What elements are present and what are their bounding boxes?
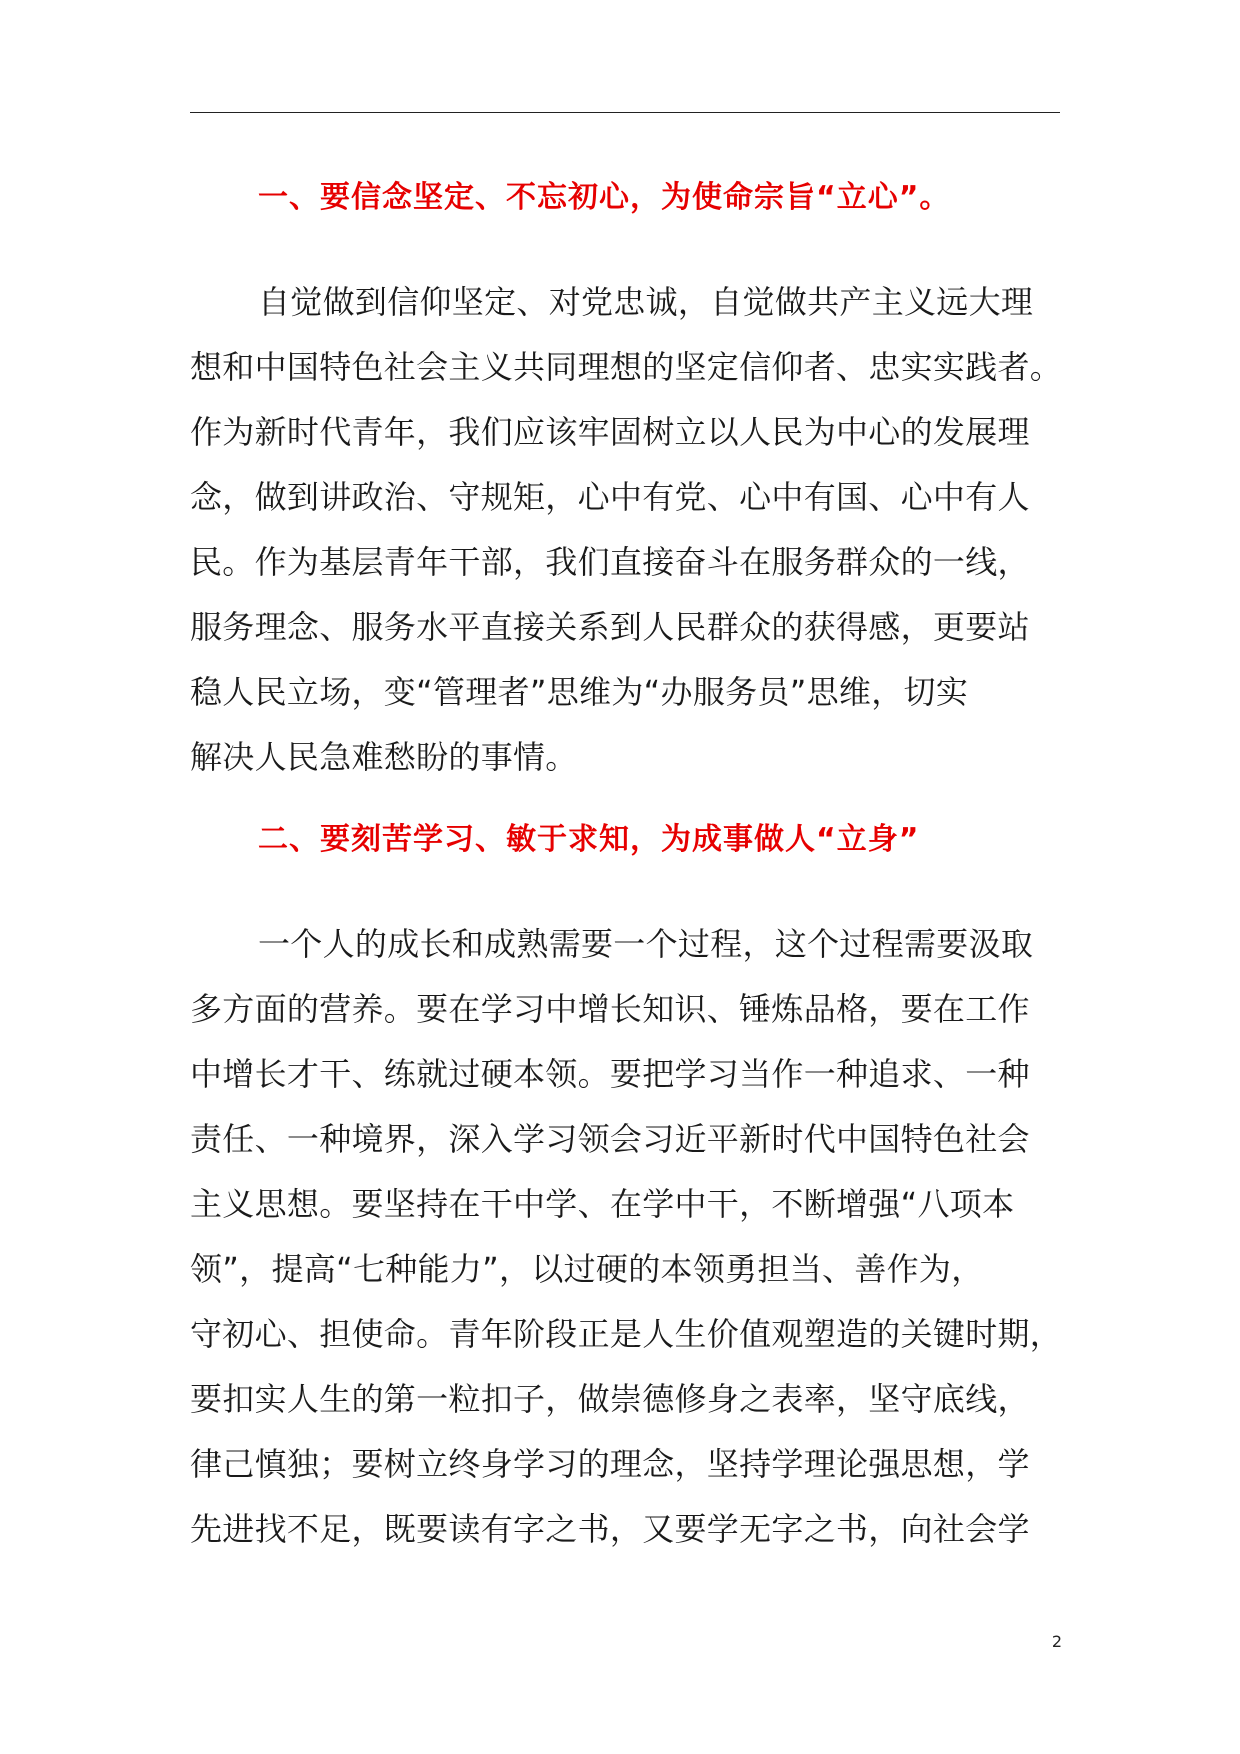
paragraph-line: 稳人民立场，变“管理者”思维为“办服务员”思维，切实 [190,673,969,711]
section-2-heading: 二、要刻苦学习、敏于求知，为成事做人“立身” [258,822,920,857]
section-1-heading: 一、要信念坚定、不忘初心，为使命宗旨“立心”。 [258,180,951,215]
section-1-paragraph [190,270,1090,790]
paragraph-line: 多方面的营养。要在学习中增长知识、锤炼品格，要在工作 [190,990,1030,1028]
section-2-paragraph [190,912,1090,1562]
paragraph-line: 念，做到讲政治、守规矩，心中有党、心中有国、心中有人 [190,478,1030,516]
paragraph-line: 先进找不足，既要读有字之书，又要学无字之书，向社会学 [190,1510,1030,1548]
paragraph-line: 要扣实人生的第一粒扣子，做崇德修身之表率，坚守底线， [190,1380,1030,1418]
paragraph-line: 作为新时代青年，我们应该牢固树立以人民为中心的发展理 [190,413,1030,451]
paragraph-line: 想和中国特色社会主义共同理想的坚定信仰者、忠实实践者。 [190,348,1063,386]
paragraph-line: 责任、一种境界，深入学习领会习近平新时代中国特色社会 [190,1120,1030,1158]
paragraph-line: 主义思想。要坚持在干中学、在学中干，不断增强“八项本 [190,1185,1015,1223]
paragraph-line: 律己慎独；要树立终身学习的理念，坚持学理论强思想，学 [190,1445,1030,1483]
page-number: 2 [1051,1632,1062,1651]
paragraph-line: 一个人的成长和成熟需要一个过程，这个过程需要汲取 [258,925,1034,963]
paragraph-line: 领”，提高“七种能力”，以过硬的本领勇担当、善作为， [190,1250,984,1288]
paragraph-line: 守初心、担使命。青年阶段正是人生价值观塑造的关键时期， [190,1315,1063,1353]
paragraph-line: 解决人民急难愁盼的事情。 [190,738,578,776]
header-rule [190,112,1060,113]
paragraph-line: 民。作为基层青年干部，我们直接奋斗在服务群众的一线， [190,543,1030,581]
paragraph-line: 中增长才干、练就过硬本领。要把学习当作一种追求、一种 [190,1055,1030,1093]
paragraph-line: 自觉做到信仰坚定、对党忠诚，自觉做共产主义远大理 [258,283,1034,321]
paragraph-line: 服务理念、服务水平直接关系到人民群众的获得感，更要站 [190,608,1030,646]
